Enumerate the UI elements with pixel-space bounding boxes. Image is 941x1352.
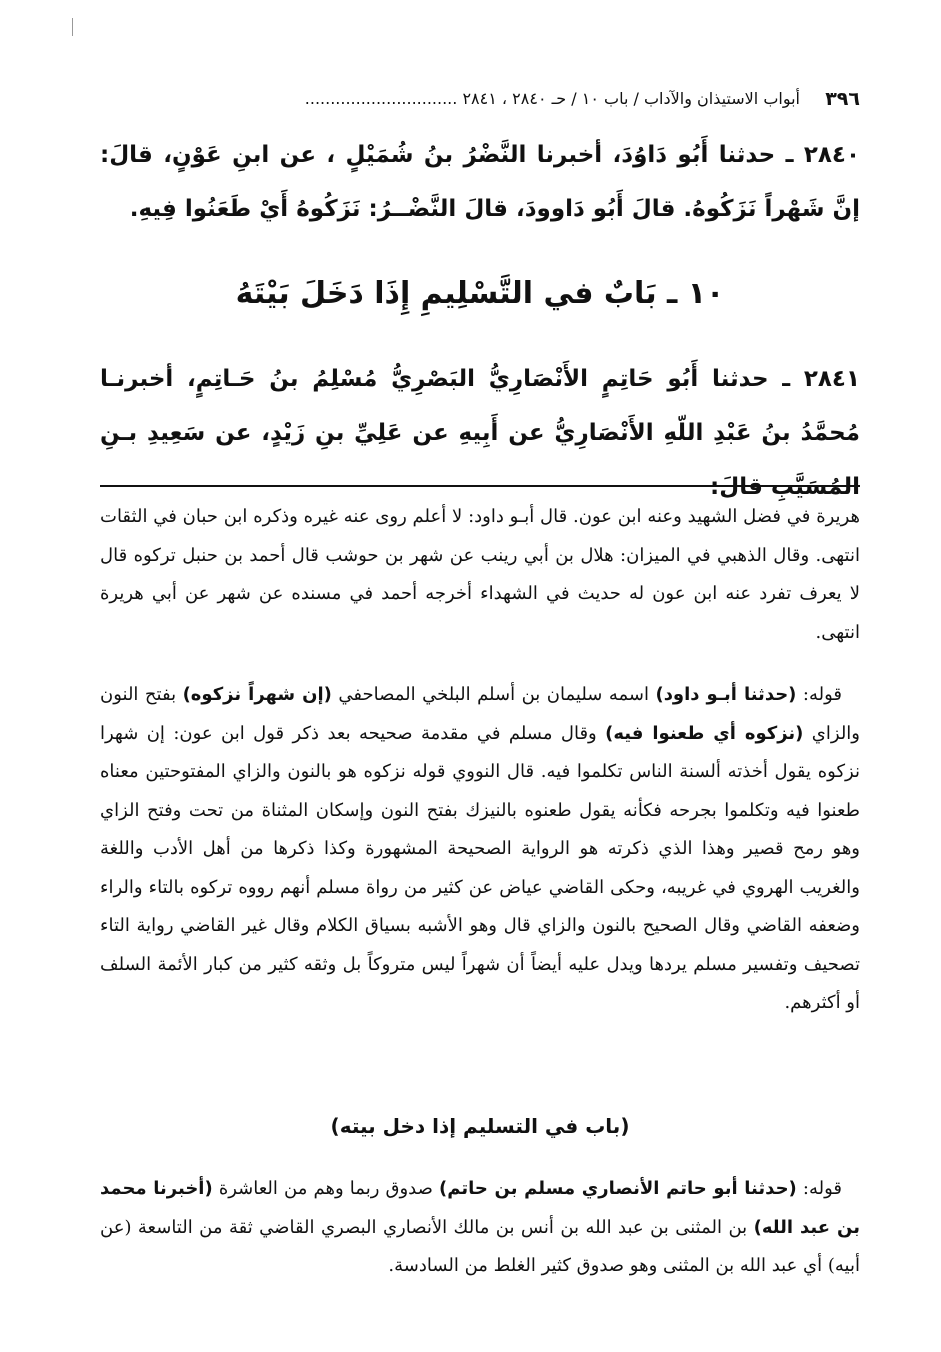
commentary-para-2 <box>100 676 860 1023</box>
para2-bold-3: (نزكوه أي طعنوا فيه) <box>605 722 804 744</box>
para3-text-2: بن المثنى بن عبد الله بن أنس بن مالك الأنصاري البصري القاضي ثقة من التاسعة <box>131 1216 754 1238</box>
leader-dots: .............................. <box>304 89 463 108</box>
para3-text-1: صدوق ربما وهم من العاشرة <box>212 1178 440 1199</box>
para3-text-4: أي عبد الله بن المثنى وهو صدوق كثير الغلط من السادسة. <box>388 1255 828 1276</box>
commentary-para-3-text <box>100 1170 860 1286</box>
para2-lead: قوله: <box>796 684 843 705</box>
page-header <box>100 84 860 114</box>
hadith-2840 <box>100 128 860 236</box>
hadith-2840-text: ٢٨٤٠ ـ حدثنا أَبُو دَاوُدَ، أخبرنا النَّضْرُ بنُ شُمَيْلٍ ، عن ابنِ عَوْنٍ، قالَ: إنَّ شَهْراً نَزَكُوهُ. قالَ أَبُو دَاوودَ، قالَ النَّضْــرُ: نَزَكُوهُ أَيْ طَعَنُوا فِيهِ. <box>100 142 860 222</box>
running-title <box>100 84 800 114</box>
para3-bold-1: (حدثنا أبو حاتم الأنصاري مسلم بن حاتم) <box>439 1178 797 1199</box>
para3-lead: قوله: <box>796 1178 842 1199</box>
para2-text-3: وقال مسلم في مقدمة صحيحه بعد ذكر قول ابن عون: إن شهرا نزكوه يقول أخذته ألسنة الناس تكلموا فيه. قال النووي قوله نزكوه هو بالنون والزاي المفتوحتين معناه طعنوا فيه وتكلموا بجرحه فكأنه يقول طعنوه بالنيزك بفتح النون وإسكان المثناة من تحت وفتح الزاي وهو رمح قصير وهذا الذي ذكرته هو الرواية الصحيحة المشهورة وكذا ذكرها من أهل الأدب واللغة والغريب الهروي في غريبه، وحكى القاضي عياض عن كثير من رواة مسلم أنهم رووه تركوه بالتاء والراء وضعفه القاضي وقال الصحيح بالنون والزاي قال وهو الأشبه بسياق الكلام وقال غير القاضي رواية التاء تصحيف وتفسير مسلم يردها ويدل عليه أيضاً أن شهراً ليس متروكاً بل وثقه كثير من كبار الأئمة السلف أو أكثرهم. <box>100 722 860 1013</box>
commentary-para-2-text <box>100 676 860 1023</box>
para3-bold-2: (أخبرنا محمد بن عبد الله) <box>100 1178 861 1238</box>
para2-bold-1: (حدثنا أبـو داود) <box>655 684 797 705</box>
commentary-para-3 <box>100 1170 860 1286</box>
hadith-2841-text: ٢٨٤١ ـ حدثنا أَبُو حَاتِمٍ الأَنْصَارِيُّ البَصْرِيُّ مُسْلِمُ بنُ حَـاتِمٍ، أخبرنـا مُحمَّدُ بنُ عَبْدِ اللّهِ الأَنْصَارِيُّ عن أَبِيهِ عن عَلِيِّ بنِ زَيْدٍ، عن سَعِيدِ بـنِ المُسَيَّبِ قالَ: <box>100 366 860 500</box>
page-number: ٣٩٦ <box>825 88 860 110</box>
running-title-text: أبواب الاستيذان والآداب / باب ١٠ / حـ ٢٨٤٠ ، ٢٨٤١ <box>462 89 800 108</box>
commentary-sub-heading: (باب في التسليم إذا دخل بيته) <box>330 1114 630 1138</box>
para2-text-1: اسمه سليمان بن أسلم البلخي المصاحفي <box>331 684 656 705</box>
para3-text-3: (عن أبيه) <box>100 1216 860 1276</box>
commentary-para-1 <box>100 498 860 652</box>
footnote-divider <box>100 485 860 487</box>
hadith-2841 <box>100 352 860 514</box>
scan-margin-mark <box>72 18 73 36</box>
para2-text-2: بفتح النون والزاي <box>100 684 861 744</box>
chapter-title: ١٠ ـ بَابٌ في التَّسْلِيمِ إِذَا دَخَلَ بَيْتَهُ <box>235 276 725 311</box>
para2-bold-2: (إن شهراً نزكوه) <box>182 684 332 705</box>
commentary-para-1-text: هريرة في فضل الشهيد وعنه ابن عون. قال أبـو داود: لا أعلم روى عنه غيره وذكره ابن حبان في الثقات انتهى. وقال الذهبي في الميزان: هلال بن أبي رينب عن شهر بن حوشب قال أحمد بن حنبل تركوه قال لا يعرف تفرد عنه ابن عون له حديث في الشهداء أخرجه أحمد في مسنده عن شهر عن أبي هريرة انتهى. <box>100 506 861 643</box>
